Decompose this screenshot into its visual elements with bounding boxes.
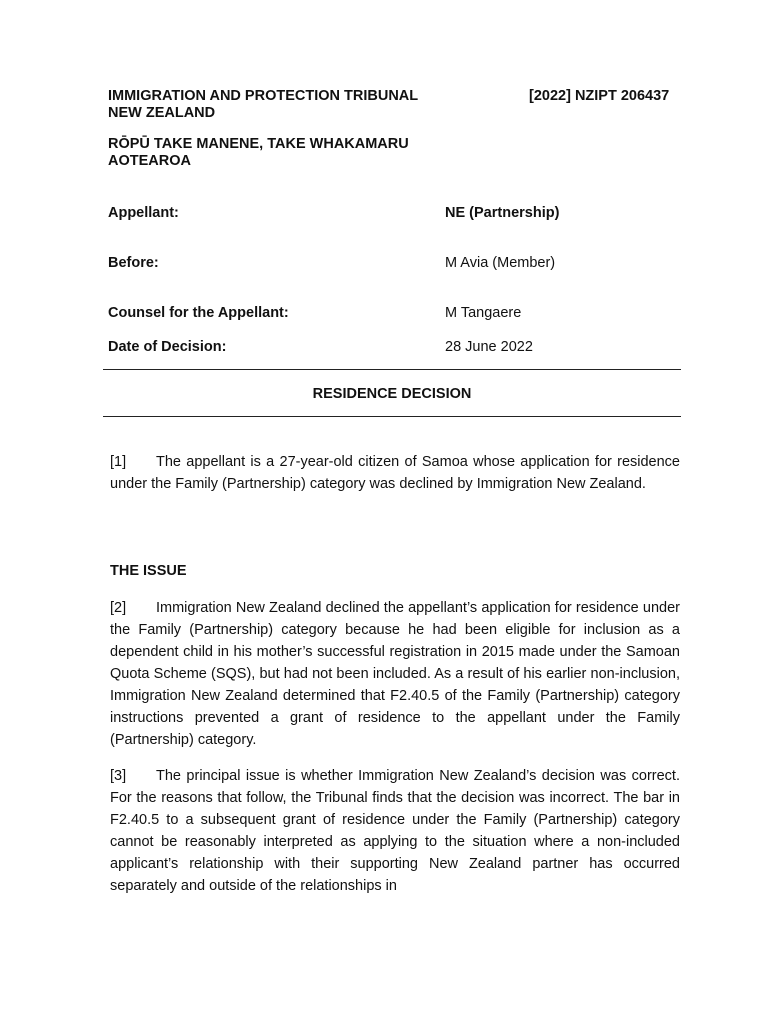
- counsel-label: Counsel for the Appellant:: [108, 305, 289, 321]
- date-label: Date of Decision:: [108, 339, 227, 355]
- paragraph-number: [3]: [110, 768, 127, 784]
- paragraph-number: [2]: [110, 600, 127, 616]
- divider-top: [103, 369, 681, 370]
- before-label: Before:: [108, 255, 159, 271]
- date-value: 28 June 2022: [445, 339, 533, 355]
- counsel-value: M Tangaere: [445, 305, 522, 321]
- paragraph-text: The appellant is a 27-year-old citizen of Samoa whose application for residence under the Family (Partnership) category was declined by Immigration New Zealand.: [110, 454, 680, 492]
- maori-name-line2: AOTEAROA: [108, 153, 191, 169]
- decision-title: RESIDENCE DECISION: [312, 386, 472, 402]
- paragraph-text: Immigration New Zealand declined the appellant’s application for residence under the Family (Partnership) category because he had been eligible for inclusion as a dependent child in his mother’s successful registration in 2015 made under the Samoan Quota Scheme (SQS), but had not been included. As a result of his earlier non-inclusion, Immigration New Zealand determined that F2.40.5 of the Family (Partnership) category instructions prevented a grant of residence to the appellant under the Family (Partnership) category.: [110, 600, 680, 748]
- tribunal-name-line2: NEW ZEALAND: [108, 105, 216, 121]
- appellant-value: NE (Partnership): [445, 205, 560, 221]
- divider-bottom: [103, 416, 681, 417]
- paragraph-2: [110, 597, 680, 751]
- paragraph-1: [110, 451, 680, 495]
- paragraph-text: The principal issue is whether Immigration New Zealand’s decision was correct. For the reasons that follow, the Tribunal finds that the decision was incorrect. The bar in F2.40.5 to a subsequent grant of residence under the Family (Partnership) category cannot be reasonably interpreted as applying to the situation where a non-included applicant’s relationship with their supporting New Zealand partner has occurred separately and outside of the relationships in: [110, 768, 680, 894]
- paragraph-3: [110, 765, 680, 897]
- maori-name-line1: RŌPŪ TAKE MANENE, TAKE WHAKAMARU: [108, 136, 409, 152]
- before-value: M Avia (Member): [445, 255, 556, 271]
- tribunal-name-line1: IMMIGRATION AND PROTECTION TRIBUNAL: [108, 88, 419, 104]
- appellant-label: Appellant:: [108, 205, 179, 221]
- paragraph-number: [1]: [110, 454, 127, 470]
- section-heading: THE ISSUE: [110, 563, 187, 579]
- citation: [2022] NZIPT 206437: [529, 88, 670, 104]
